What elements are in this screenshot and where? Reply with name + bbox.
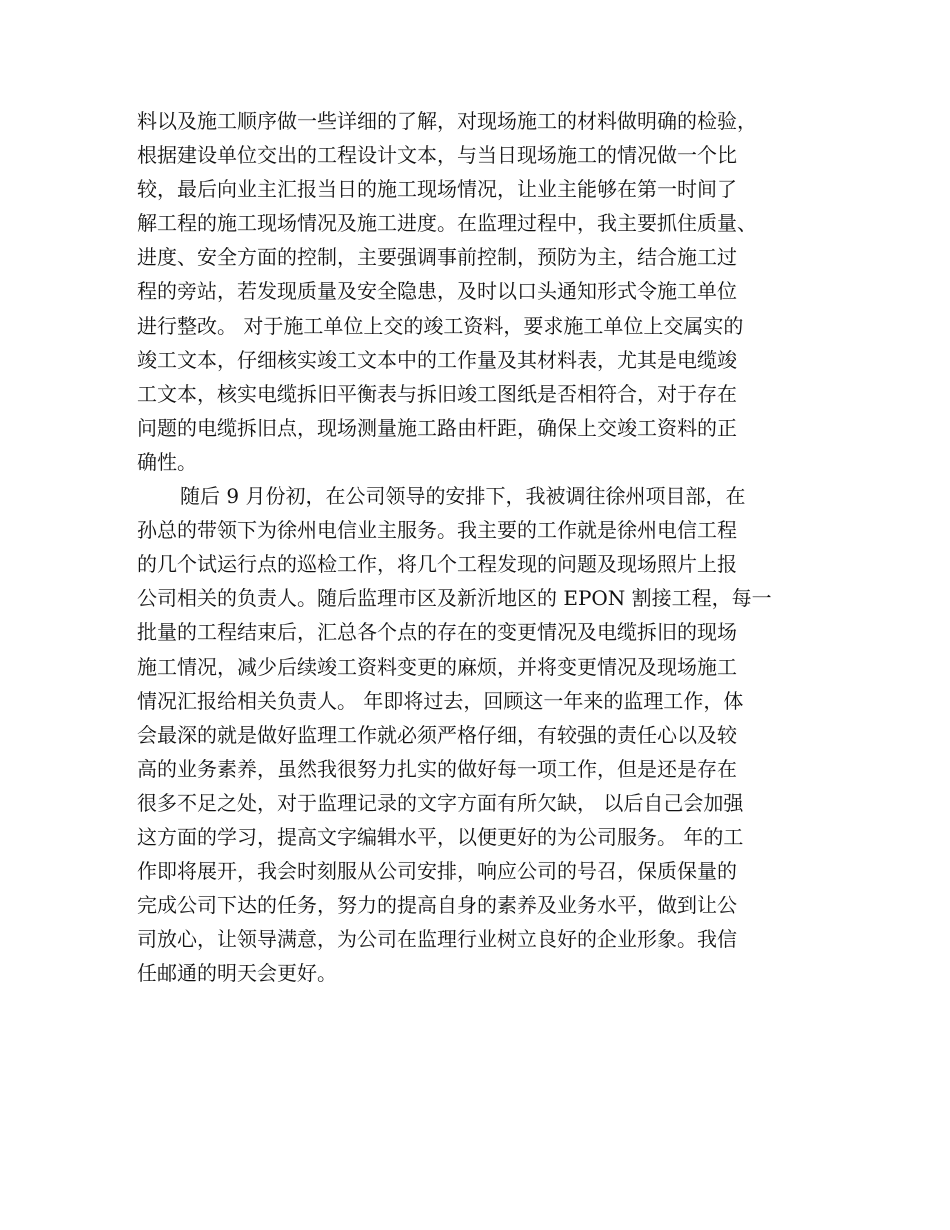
text-line: 完成公司下达的任务，努力的提高自身的素养及业务水平，做到让公 [137, 893, 737, 918]
text-line: 工文本，核实电缆拆旧平衡表与拆旧竣工图纸是否相符合，对于存在 [137, 381, 737, 406]
text-line: 确性。 [137, 449, 197, 474]
text-line: 这方面的学习，提高文字编辑水平，以便更好的为公司服务。 年的工 [137, 824, 744, 849]
text-line: 问题的电缆拆旧点，现场测量施工路由杆距，确保上交竣工资料的正 [137, 415, 737, 440]
text-line: 任邮通的明天会更好。 [137, 961, 337, 986]
text-line: 司放心，让领导满意，为公司在监理行业树立良好的企业形象。我信 [137, 927, 737, 952]
text-line: 会最深的就是做好监理工作就必须严格仔细，有较强的责任心以及较 [137, 722, 737, 747]
text-line: 较，最后向业主汇报当日的施工现场情况，让业主能够在第一时间了 [137, 177, 737, 202]
text-line: 料以及施工顺序做一些详细的了解，对现场施工的材料做明确的检验， [137, 109, 757, 133]
text-line-paragraph-start: 随后 9 月份初，在公司领导的安排下，我被调往徐州项目部，在 [180, 484, 746, 509]
text-line: 孙总的带领下为徐州电信业主服务。我主要的工作就是徐州电信工程 [137, 518, 737, 543]
text-line: 的几个试运行点的巡检工作，将几个工程发现的问题及现场照片上报 [137, 552, 737, 577]
text-line: 很多不足之处，对于监理记录的文字方面有所欠缺， 以后自己会加强 [137, 790, 744, 815]
text-line: 解工程的施工现场情况及施工进度。在监理过程中，我主要抓住质量、 [137, 211, 757, 236]
text-line: 情况汇报给相关负责人。 年即将过去，回顾这一年来的监理工作，体 [137, 688, 744, 713]
text-line: 公司相关的负责人。随后监理市区及新沂地区的 EPON 割接工程，每一 [137, 586, 772, 611]
text-line: 根据建设单位交出的工程设计文本，与当日现场施工的情况做一个比 [137, 143, 737, 168]
text-line: 施工情况，减少后续竣工资料变更的麻烦，并将变更情况及现场施工 [137, 654, 737, 679]
text-line: 程的旁站，若发现质量及安全隐患，及时以口头通知形式令施工单位 [137, 279, 737, 304]
text-line: 进行整改。 对于施工单位上交的竣工资料，要求施工单位上交属实的 [137, 313, 744, 338]
text-line: 进度、安全方面的控制，主要强调事前控制，预防为主，结合施工过 [137, 245, 737, 270]
text-line: 批量的工程结束后，汇总各个点的存在的变更情况及电缆拆旧的现场 [137, 620, 737, 645]
text-line: 作即将展开，我会时刻服从公司安排，响应公司的号召，保质保量的 [137, 859, 737, 884]
text-line: 高的业务素养，虽然我很努力扎实的做好每一项工作，但是还是存在 [137, 756, 737, 781]
body-text [137, 104, 827, 990]
text-line: 竣工文本，仔细核实竣工文本中的工作量及其材料表，尤其是电缆竣 [137, 347, 737, 372]
